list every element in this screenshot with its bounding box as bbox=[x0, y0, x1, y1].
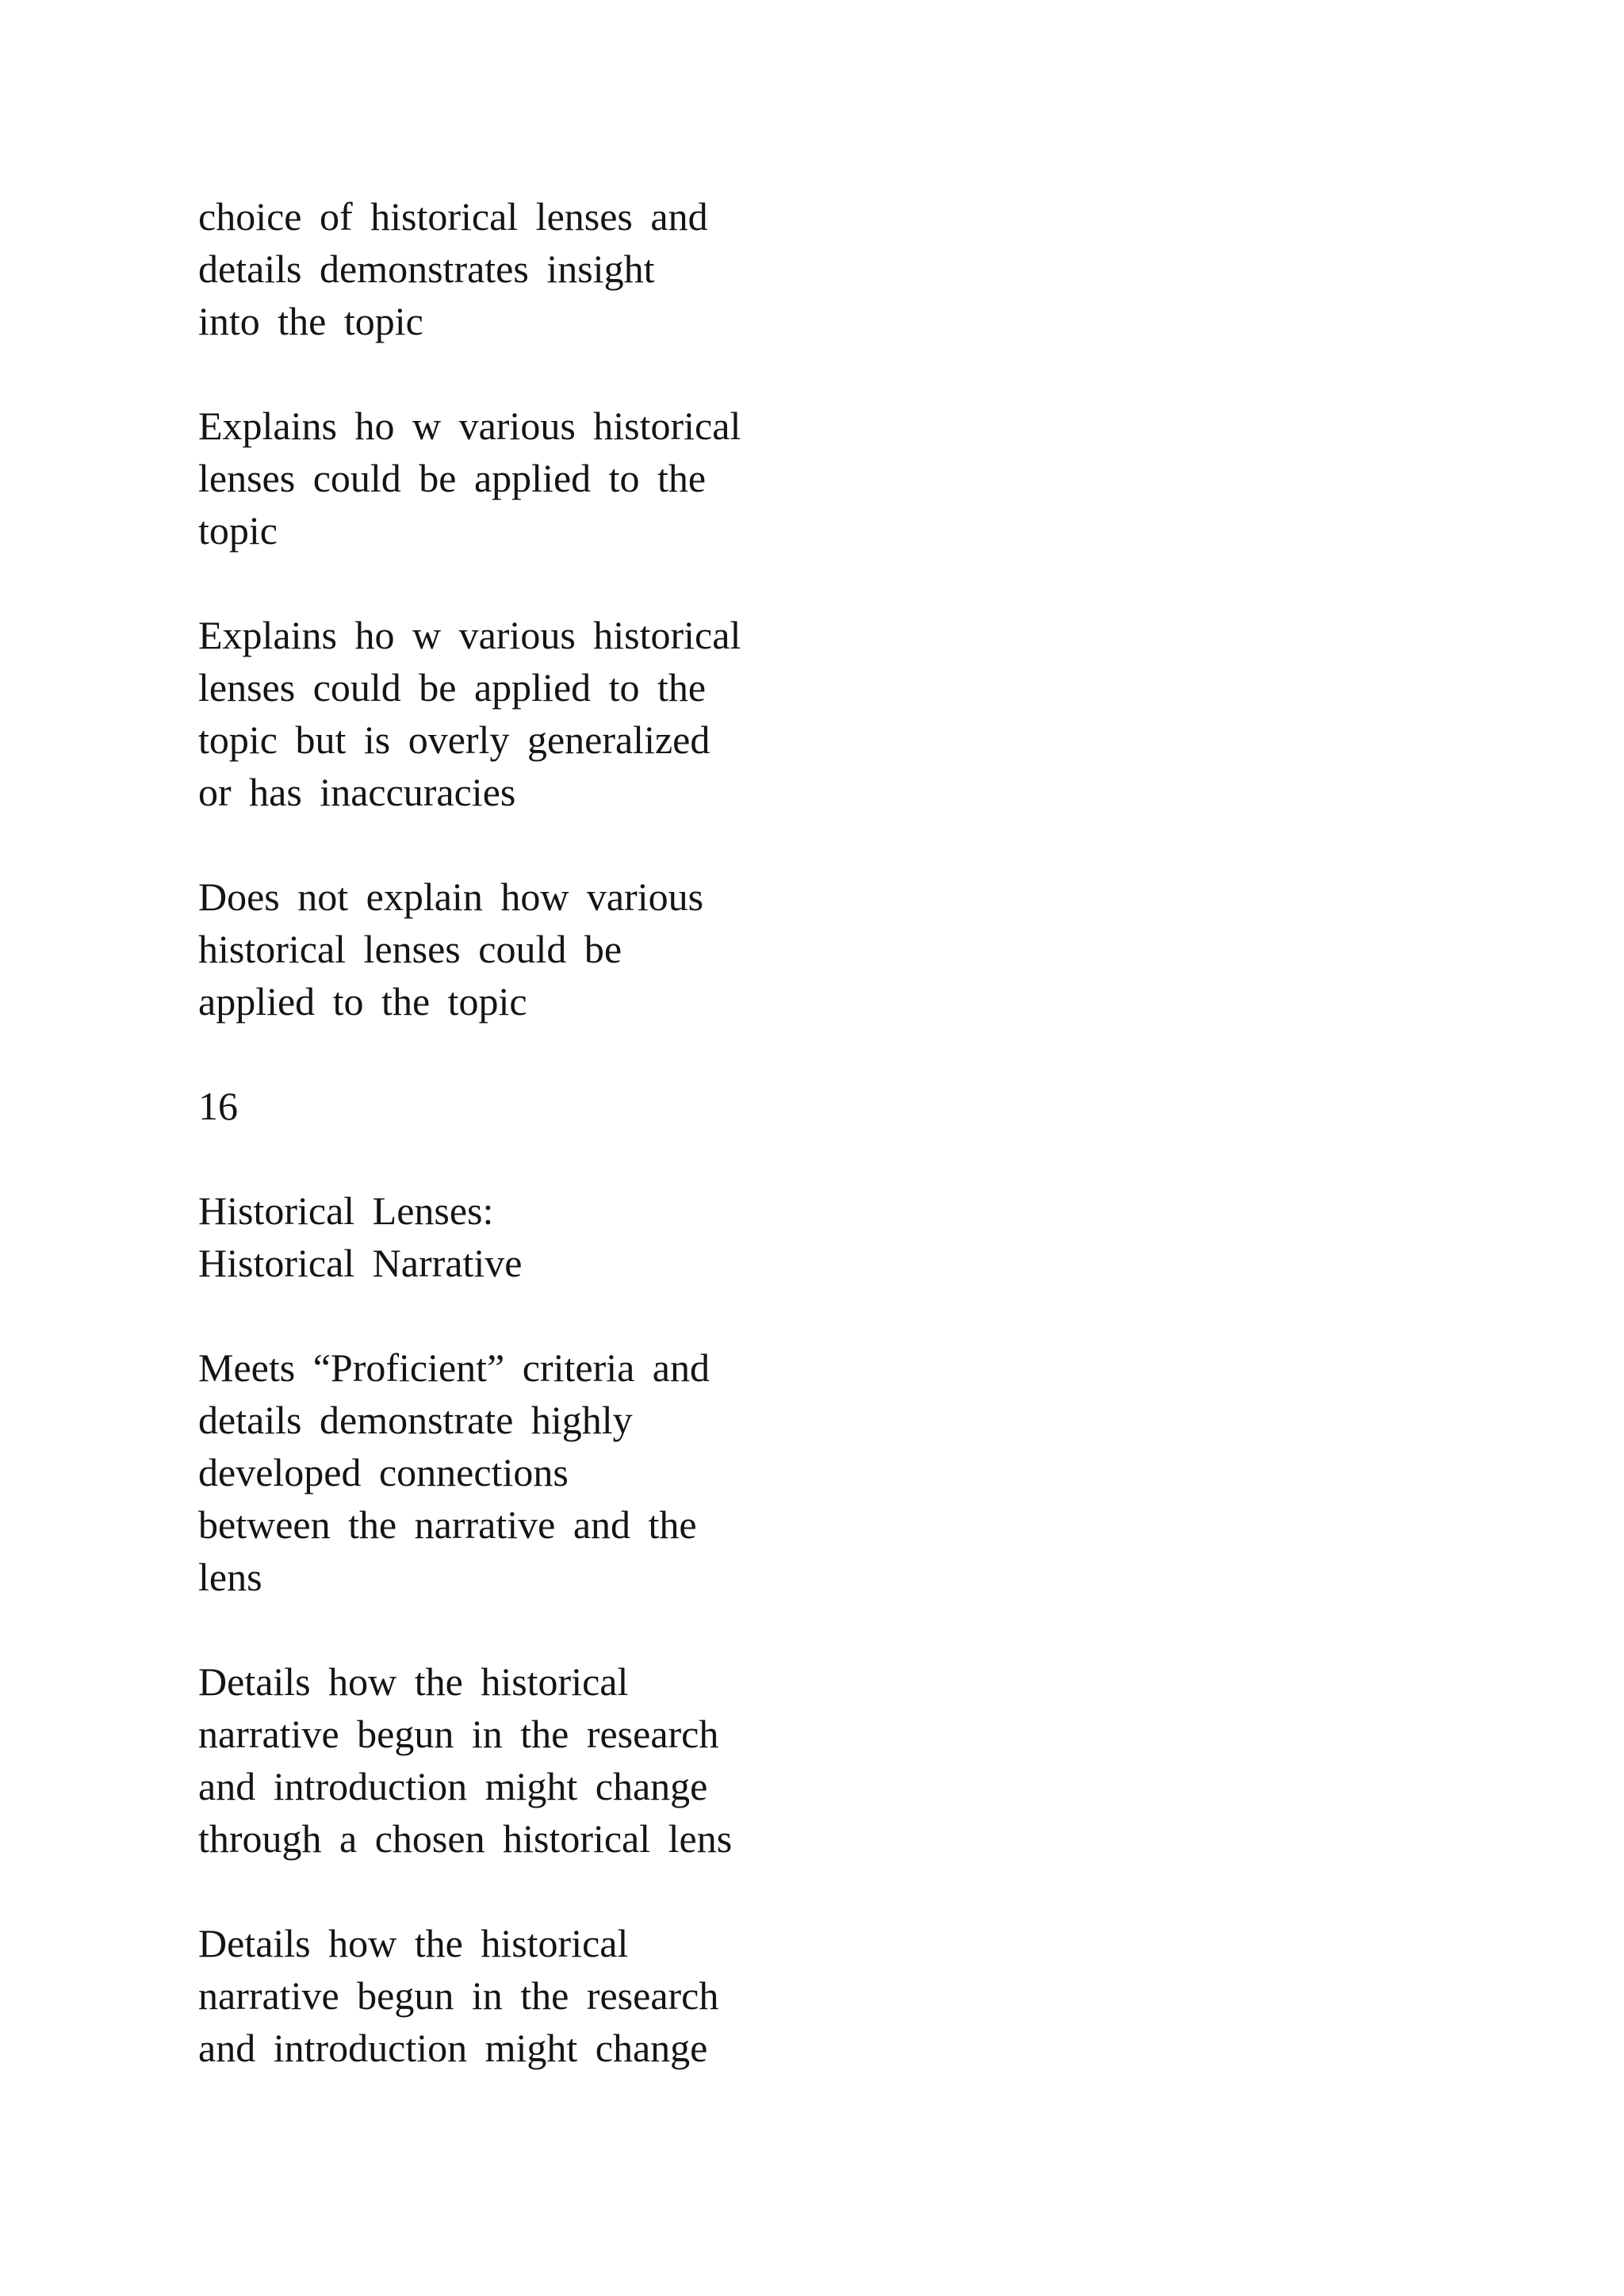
paragraph-exemplary-narrative bbox=[198, 1341, 1071, 1603]
text-line: details demonstrates insight bbox=[198, 247, 655, 291]
text-line: between the narrative and the bbox=[198, 1502, 697, 1547]
text-line: through a chosen historical lens bbox=[198, 1816, 733, 1861]
text-line: narrative begun in the research bbox=[198, 1712, 719, 1756]
text-line: narrative begun in the research bbox=[198, 1973, 719, 2018]
text-line: or has inaccuracies bbox=[198, 770, 516, 814]
text-line: lens bbox=[198, 1555, 262, 1599]
text-line: topic bbox=[198, 508, 278, 553]
text-line: details demonstrate highly bbox=[198, 1398, 633, 1442]
text-line: and introduction might change bbox=[198, 1764, 708, 1808]
paragraph-exemplary-lenses-tail bbox=[198, 190, 1071, 347]
text-line: applied to the topic bbox=[198, 979, 527, 1024]
paragraph-proficient-lenses bbox=[198, 400, 1071, 557]
text-line: 16 bbox=[198, 1084, 238, 1128]
text-line: Explains ho w various historical bbox=[198, 404, 741, 448]
paragraph-developing-narrative bbox=[198, 1917, 1071, 2074]
text-line: Does not explain how various bbox=[198, 874, 704, 919]
document-text bbox=[198, 190, 1071, 2126]
text-line: Historical Narrative bbox=[198, 1241, 523, 1285]
paragraph-proficient-narrative bbox=[198, 1655, 1071, 1865]
text-line: Details how the historical bbox=[198, 1659, 629, 1704]
text-line: developed connections bbox=[198, 1450, 569, 1494]
text-line: lenses could be applied to the bbox=[198, 665, 707, 710]
criterion-heading bbox=[198, 1184, 1071, 1289]
text-line: topic but is overly generalized bbox=[198, 718, 710, 762]
text-line: into the topic bbox=[198, 299, 423, 343]
text-line: and introduction might change bbox=[198, 2026, 708, 2070]
paragraph-beginning-lenses bbox=[198, 871, 1071, 1027]
text-line: choice of historical lenses and bbox=[198, 194, 708, 239]
paragraph-developing-lenses bbox=[198, 609, 1071, 818]
text-line: Explains ho w various historical bbox=[198, 613, 741, 657]
text-line: lenses could be applied to the bbox=[198, 456, 707, 500]
text-line: historical lenses could be bbox=[198, 927, 622, 971]
text-line: Meets “Proficient” criteria and bbox=[198, 1345, 710, 1390]
text-line: Historical Lenses: bbox=[198, 1188, 494, 1233]
points-value bbox=[198, 1080, 1071, 1132]
text-line: Details how the historical bbox=[198, 1921, 629, 1965]
